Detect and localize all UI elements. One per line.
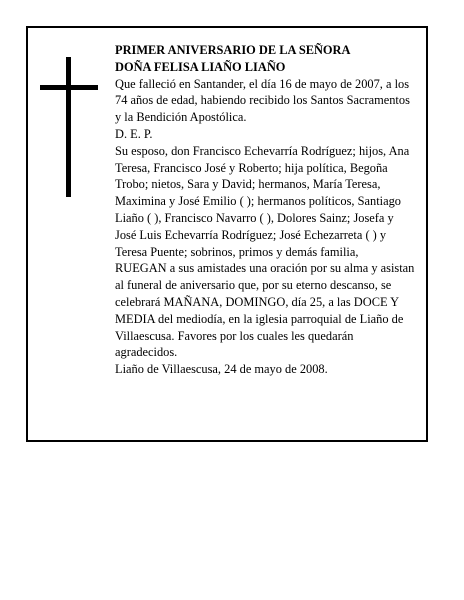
cross-vertical-bar — [66, 57, 71, 197]
family-paragraph: Su esposo, don Francisco Echevarría Rodríguez; hijos, Ana Teresa, Francisco José y Roberto; hija política, Begoña Trobo; nietos, Sara y David; hermanos, María Teresa, Maximina y José Emilio ( ); hermanos políticos, Santiago Liaño ( ), Francisco Navarro ( ), Dolores Sainz; Josefa y José Luis Echevarría Rodríguez; José Echezarreta ( ) y Teresa Puente; sobrinos, primos y demás familia, — [115, 143, 410, 259]
funeral-request-paragraph: RUEGAN a sus amistades una oración por su alma y asistan al funeral de aniversario que, por su eterno descanso, se celebrará MAÑANA, DOMINGO, día 25, a las DOCE Y MEDIA del mediodía, en la iglesia parroquial de Liaño de Villaescusa. Favores por los cuales les quedarán agradecidos. — [115, 261, 415, 360]
place-date-line: Liaño de Villaescusa, 24 de mayo de 2008. — [115, 362, 328, 377]
obituary-notice-frame — [26, 26, 428, 442]
notice-heading-line1: PRIMER ANIVERSARIO DE LA SEÑORA — [115, 43, 351, 57]
cross-horizontal-bar — [40, 85, 98, 90]
notice-heading-line2: DOÑA FELISA LIAÑO LIAÑO — [115, 59, 286, 74]
latin-cross-icon — [40, 57, 98, 197]
dep-line: D. E. P. — [115, 126, 153, 141]
death-info-paragraph: Que falleció en Santander, el día 16 de mayo de 2007, a los 74 años de edad, habiendo recibido los Santos Sacramentos y la Bendición Apostólica. — [115, 76, 410, 125]
notice-text-block — [115, 42, 417, 378]
